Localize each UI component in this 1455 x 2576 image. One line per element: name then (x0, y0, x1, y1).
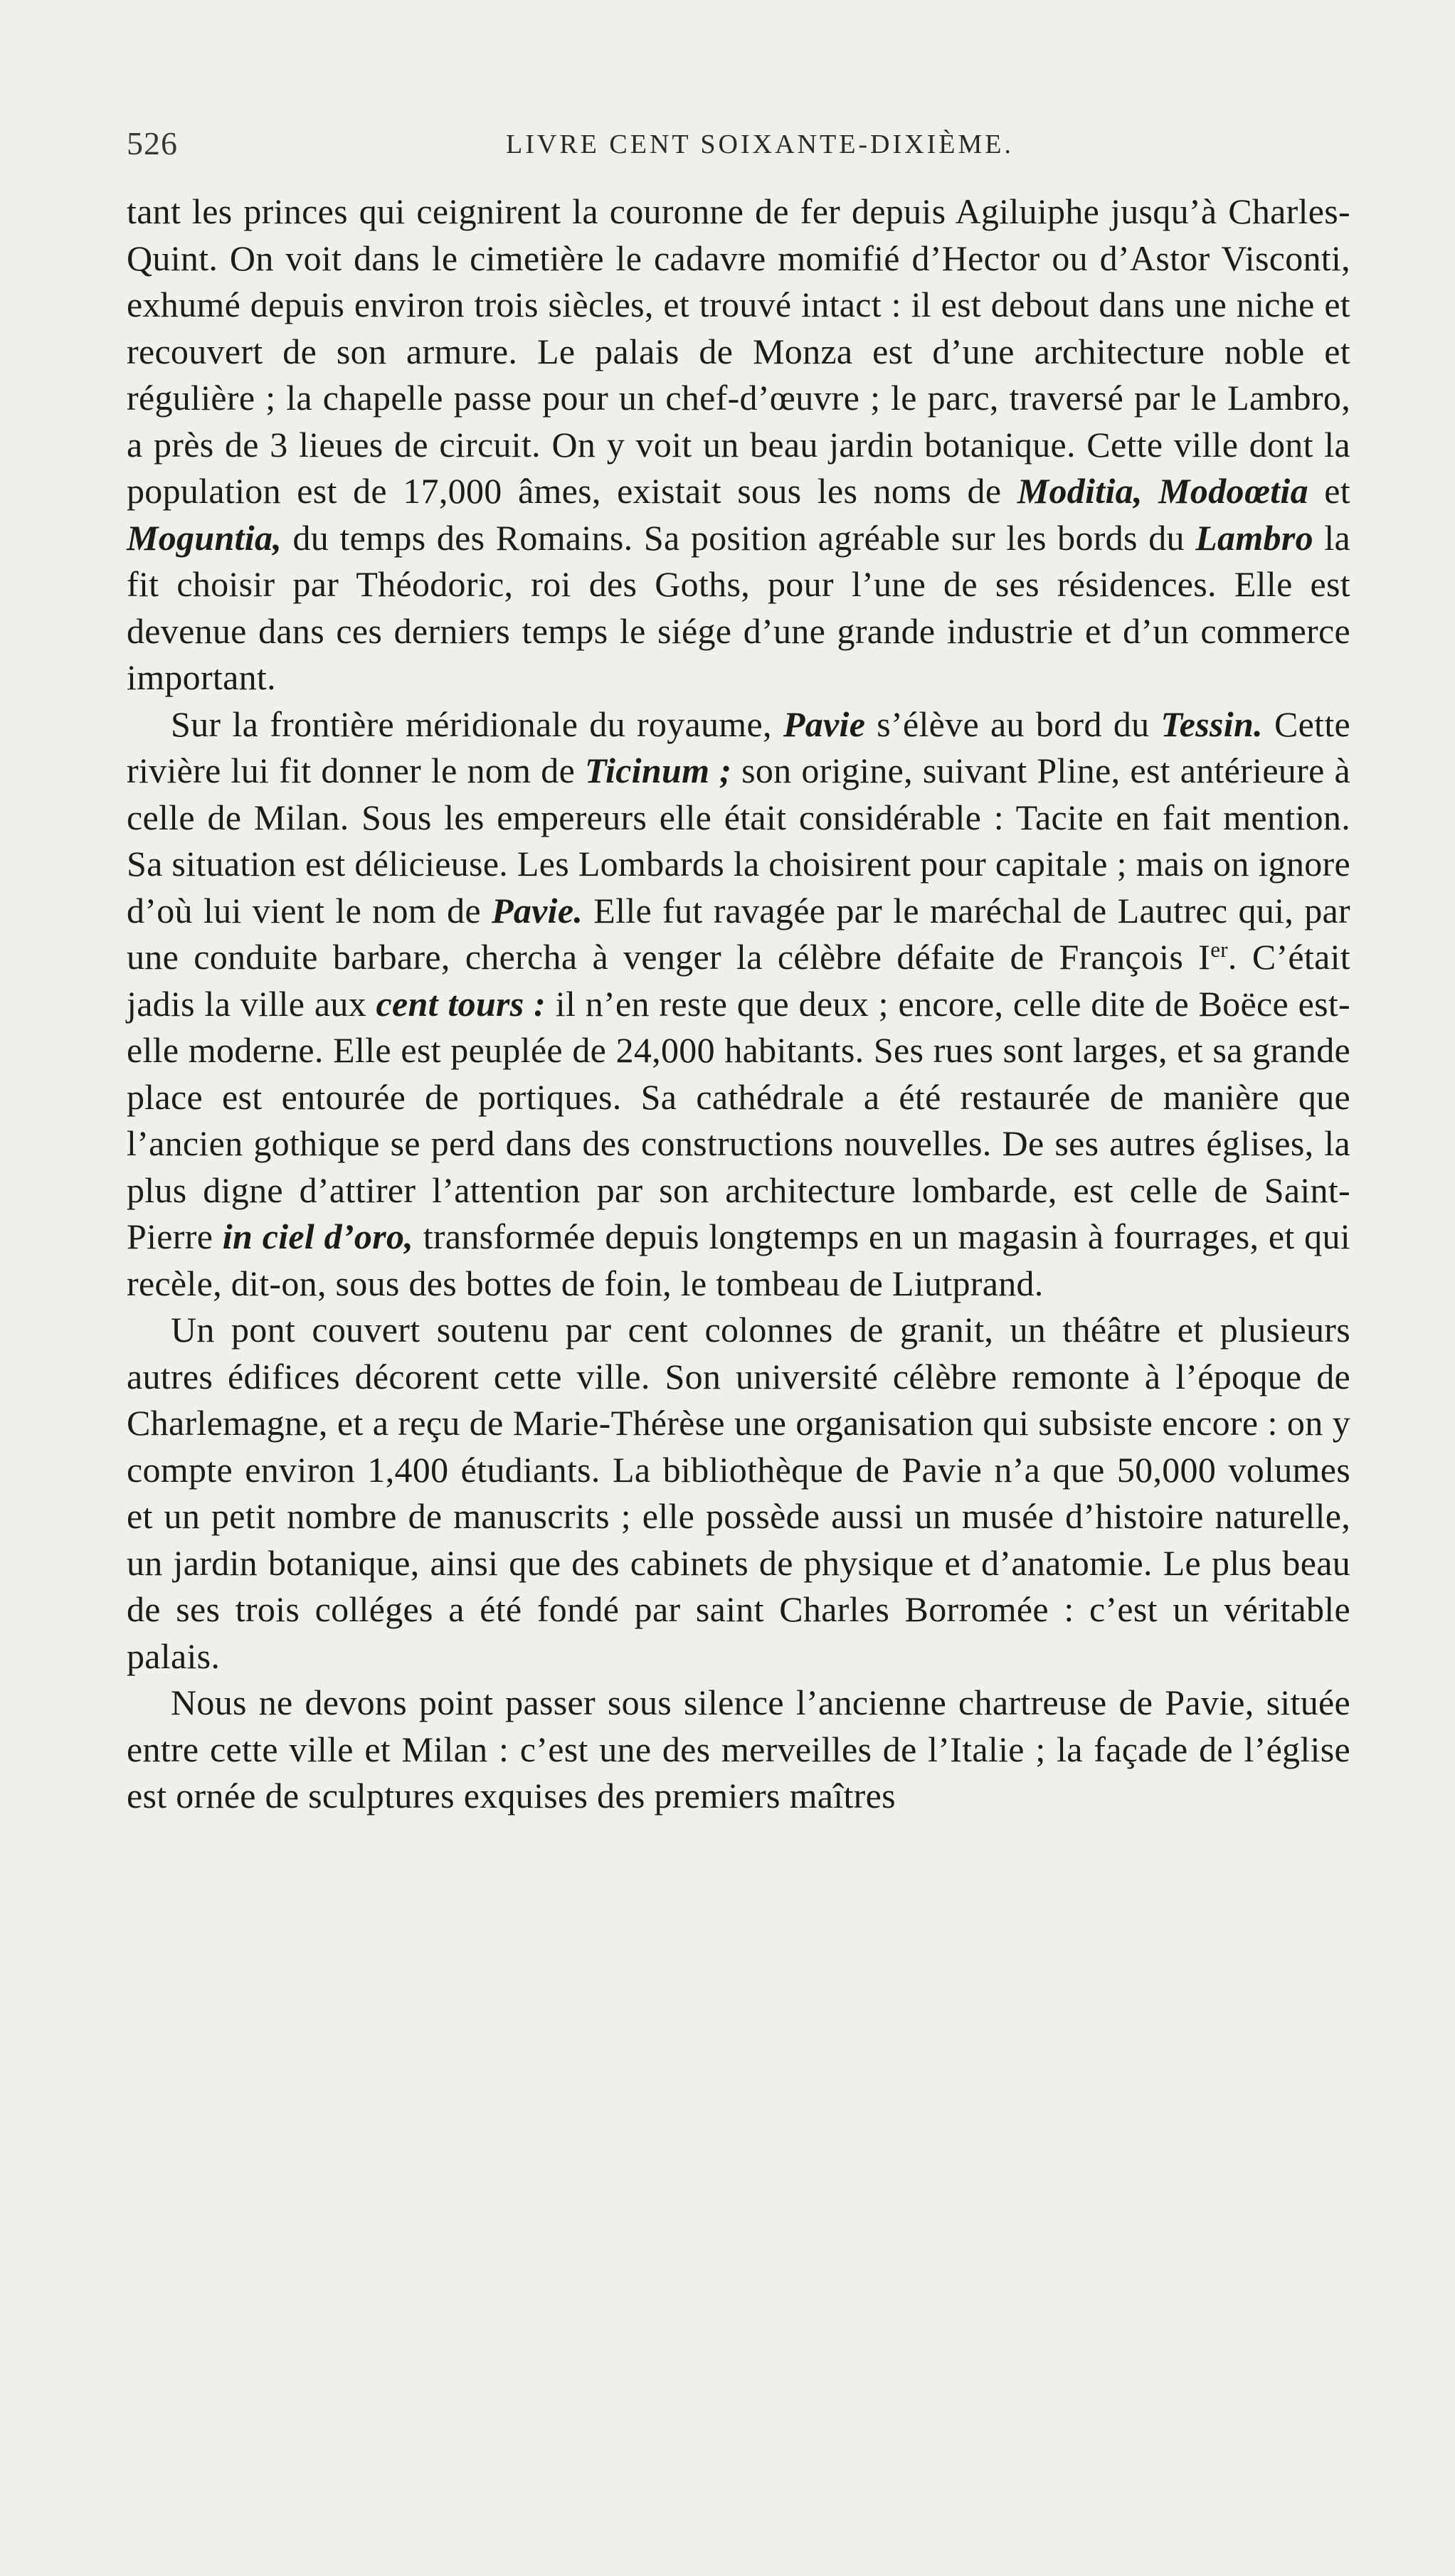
running-head (127, 124, 1350, 174)
ordinal-superscript: er (1210, 936, 1228, 962)
text-run: Elle fut ravagée par le maréchal de Lautrec qui, par une conduite barbare, chercha à venger la célèbre défaite de François I (127, 890, 1350, 977)
paragraph-chartreuse (127, 1680, 1350, 1820)
italic-term: Lambro (1195, 517, 1313, 558)
page-number: 526 (127, 125, 178, 161)
running-title: LIVRE CENT SOIXANTE-DIXIÈME. (506, 129, 1014, 159)
body-text (127, 189, 1350, 1820)
text-run: la fit choisir par Théodoric, roi des Goths, pour l’une de ses résidences. Elle est devenue dans ces derniers temps le siége d’une grande industrie et d’un commerce important. (127, 517, 1350, 697)
text-run: son origine, suivant Pline, est antérieure à celle de Milan. Sous les empereurs elle était considérable : Tacite en fait mention. Sa situation est délicieuse. Les Lombards la choisirent pour capitale ; mais on ignore d’où lui vient le nom de (127, 751, 1350, 931)
paragraph-pavie-monuments (127, 1307, 1350, 1680)
text-run: il n’en reste que deux ; encore, celle dite de Boëce est-elle moderne. Elle est peuplée de 24,000 habitants. Ses rues sont larges, et sa grande place est entourée de portiques. Sa cathédrale a été restaurée de manière que l’ancien gothique se perd dans des constructions nouvelles. De ses autres églises, la plus digne d’attirer l’attention par son architecture lombarde, est celle de Saint-Pierre (127, 983, 1351, 1256)
italic-term: Tessin. (1160, 704, 1263, 744)
italic-term: in ciel d’oro, (222, 1217, 414, 1256)
italic-term: Moditia, Modoœtia (1017, 471, 1308, 511)
italic-term: Ticinum ; (585, 751, 732, 790)
text-run: transformée depuis longtemps en un magasin à fourrages, et qui recèle, dit-on, sous des bottes de foin, le tombeau de Liutprand. (127, 1217, 1350, 1303)
text-run: et (1308, 471, 1350, 511)
text-run: du temps des Romains. Sa position agréable sur les bords du (282, 517, 1196, 558)
text-run: Sur la frontière méridionale du royaume, (171, 704, 783, 744)
text-run: Nous ne devons point passer sous silence l’ancienne chartreuse de Pavie, située entre cette ville et Milan : c’est une des merveilles de l’Italie ; la façade de l’église est ornée de sculptures exquises des premiers maîtres (127, 1682, 1350, 1816)
italic-term: Pavie (783, 704, 866, 744)
text-run: . C’était jadis la ville aux (127, 937, 1350, 1024)
paragraph-pavie (127, 701, 1350, 1308)
italic-term: Pavie. (492, 890, 583, 931)
text-run: Cette rivière lui fit donner le nom de (127, 704, 1351, 790)
italic-term: cent tours : (376, 983, 546, 1024)
italic-term: Moguntia, (127, 517, 282, 558)
text-run: tant les princes qui ceignirent la couronne de fer depuis Agiluiphe jusqu’à Charles-Quint. On voit dans le cimetière le cadavre momifié d’Hector ou d’Astor Visconti, exhumé depuis environ trois siècles, et trouvé intact : il est debout dans une niche et recouvert de son armure. Le palais de Monza est d’une architecture noble et régulière ; la chapelle passe pour un chef-d’œuvre ; le parc, traversé par le Lambro, a près de 3 lieues de circuit. On y voit un beau jardin botanique. Cette ville dont la population est de 17,000 âmes, existait sous les noms de (127, 191, 1350, 511)
text-run: s’élève au bord du (865, 704, 1161, 744)
paragraph-monza (127, 189, 1350, 701)
text-run: Un pont couvert soutenu par cent colonnes de granit, un théâtre et plusieurs autres édifices décorent cette ville. Son université célèbre remonte à l’époque de Charlemagne, et a reçu de Marie-Thérèse une organisation qui subsiste encore : on y compte environ 1,400 étudiants. La bibliothèque de Pavie n’a que 50,000 volumes et un petit nombre de manuscrits ; elle possède aussi un musée d’histoire naturelle, un jardin botanique, ainsi que des cabinets de physique et d’anatomie. Le plus beau de ses trois colléges a été fondé par saint Charles Borromée : c’est un véritable palais. (127, 1310, 1350, 1676)
